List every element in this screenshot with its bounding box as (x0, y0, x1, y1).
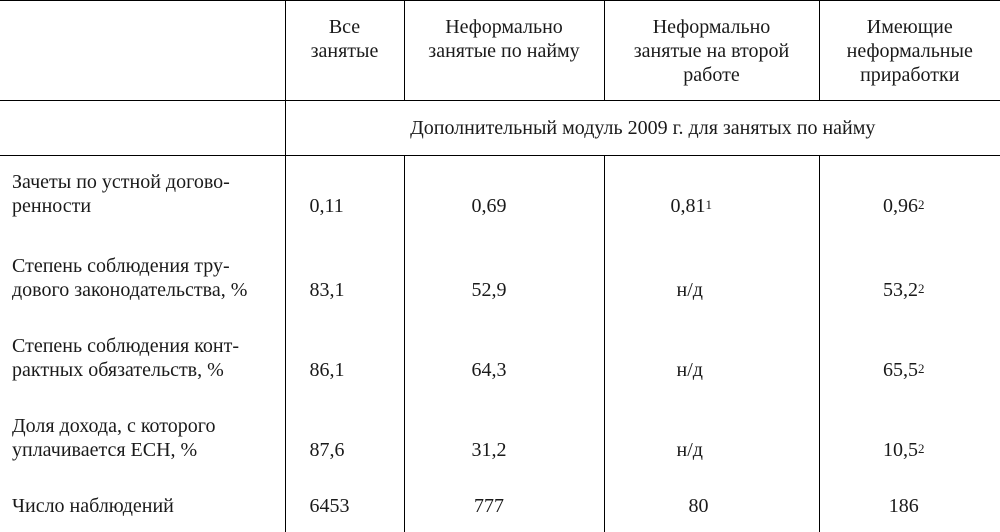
cell-side-earnings (819, 490, 1000, 532)
module-empty-cell (0, 101, 285, 156)
cell-value: 0,69 (472, 195, 507, 217)
row-label (0, 410, 285, 490)
row-label-line: ренности (12, 194, 285, 218)
cell-second-job (604, 410, 819, 490)
cell-informal-hired (404, 410, 604, 490)
module-row (0, 101, 1000, 156)
cell-all-employed (285, 490, 404, 532)
cell-side-earnings (819, 330, 1000, 410)
cell-value: 86,1 (310, 359, 345, 381)
cell-value: 83,1 (310, 279, 345, 301)
header-line: Неформально (405, 15, 604, 39)
cell-informal-hired (404, 330, 604, 410)
cell-informal-hired (404, 490, 604, 532)
footnote-mark: 2 (918, 361, 925, 376)
cell-all-employed (285, 330, 404, 410)
row-label (0, 156, 285, 251)
header-line: занятые по найму (405, 39, 604, 63)
header-line: приработки (820, 63, 1000, 87)
table-row (0, 250, 1000, 330)
footnote-mark: 2 (918, 197, 925, 212)
footnote-mark: 2 (918, 441, 925, 456)
header-line: Все (286, 15, 404, 39)
header-line: занятые на второй (605, 39, 819, 63)
cell-value: 0,96 (883, 195, 918, 217)
table-row (0, 410, 1000, 490)
table-row (0, 156, 1000, 251)
cell-value: 53,2 (883, 279, 918, 301)
cell-second-job (604, 156, 819, 251)
cell-informal-hired (404, 156, 604, 251)
header-row (0, 1, 1000, 101)
cell-side-earnings (819, 156, 1000, 251)
row-label (0, 250, 285, 330)
header-line: Имеющие (820, 15, 1000, 39)
cell-value: 64,3 (472, 359, 507, 381)
cell-value: 6453 (310, 495, 350, 517)
header-informal-side-earnings (819, 1, 1000, 101)
cell-value: 80 (689, 495, 709, 517)
header-informal-hired (404, 1, 604, 101)
row-label-line: Степень соблюдения конт- (12, 334, 285, 358)
cell-second-job (604, 330, 819, 410)
cell-all-employed (285, 250, 404, 330)
header-line: неформальные (820, 39, 1000, 63)
module-title: Дополнительный модуль 2009 г. для занятых по найму (285, 101, 1000, 156)
footnote-mark: 1 (706, 197, 713, 212)
cell-side-earnings (819, 250, 1000, 330)
header-line: занятые (286, 39, 404, 63)
cell-value: 0,81 (671, 195, 706, 217)
row-label-line: Число наблюдений (12, 494, 285, 518)
cell-value: 87,6 (310, 439, 345, 461)
row-label (0, 330, 285, 410)
cell-value: 10,5 (883, 439, 918, 461)
cell-value: 0,11 (310, 195, 344, 217)
row-label-line: уплачивается ЕСН, % (12, 438, 285, 462)
cell-all-employed (285, 156, 404, 251)
cell-value: н/д (677, 359, 703, 381)
cell-value: н/д (677, 279, 703, 301)
header-line: Неформально (605, 15, 819, 39)
header-informal-second-job (604, 1, 819, 101)
footnote-mark: 2 (918, 281, 925, 296)
row-label-line: Зачеты по устной догово- (12, 170, 285, 194)
row-label (0, 490, 285, 532)
cell-all-employed (285, 410, 404, 490)
table-row (0, 490, 1000, 532)
header-empty-cell (0, 1, 285, 101)
cell-value: 52,9 (472, 279, 507, 301)
row-label-line: рактных обязательств, % (12, 358, 285, 382)
header-all-employed (285, 1, 404, 101)
cell-value: 186 (889, 495, 919, 517)
table-row (0, 330, 1000, 410)
cell-value: 777 (474, 495, 504, 517)
cell-value: н/д (677, 439, 703, 461)
cell-second-job (604, 250, 819, 330)
cell-informal-hired (404, 250, 604, 330)
cell-value: 65,5 (883, 359, 918, 381)
cell-side-earnings (819, 410, 1000, 490)
cell-value: 31,2 (472, 439, 507, 461)
cell-second-job (604, 490, 819, 532)
header-line: работе (605, 63, 819, 87)
row-label-line: Степень соблюдения тру- (12, 254, 285, 278)
row-label-line: Доля дохода, с которого (12, 414, 285, 438)
row-label-line: дового законодательства, % (12, 278, 285, 302)
